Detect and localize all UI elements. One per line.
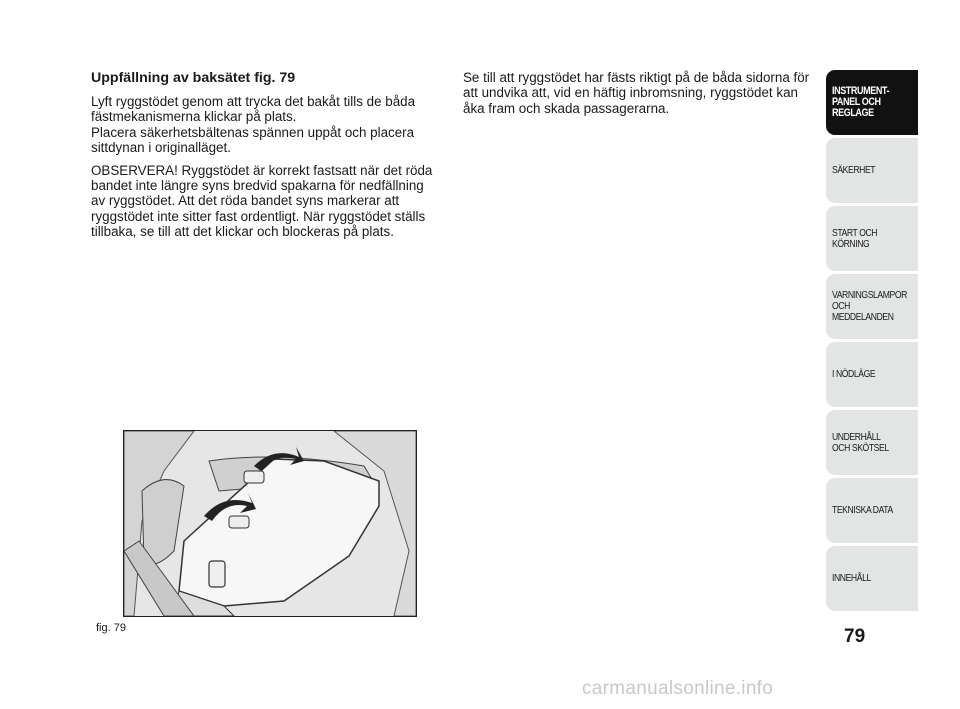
chapter-tabs bbox=[826, 70, 918, 614]
left-text-column bbox=[91, 70, 439, 247]
chapter-tab-label: I NÖDLÄGE bbox=[832, 368, 876, 380]
page-number: 79 bbox=[844, 626, 866, 647]
rear-seat-drawing bbox=[124, 431, 416, 616]
chapter-tab[interactable] bbox=[826, 546, 918, 611]
chapter-tab[interactable] bbox=[826, 410, 918, 475]
watermark-text: carmanualsonline.info bbox=[582, 678, 774, 699]
warning-paragraph: Se till att ryggstödet har fästs riktigt på de båda sidorna för att undvika att, vid en häftig inbromsning, ryggstödet kan åka fram och skada passagerarna. bbox=[463, 70, 810, 116]
chapter-tab-label: TEKNISKA DATA bbox=[832, 504, 893, 516]
note-paragraph: OBSERVERA! Ryggstödet är korrekt fastsatt när det röda bandet inte längre syns bredvid spakarna för nedfällning av ryggstödet. Att det röda bandet syns markerar att ryggstödet inte sitter fast ordentligt. När ryggstödet ställs tillbaka, se till att det klickar och blockeras på plats. bbox=[91, 162, 433, 240]
chapter-tab-label: INNEHÅLL bbox=[832, 572, 871, 584]
chapter-tab-label: VARNINGSLAMPOR OCH MEDDELANDEN bbox=[832, 289, 907, 323]
chapter-tab-label: UNDERHÅLL OCH SKÖTSEL bbox=[832, 430, 889, 454]
seat-illustration bbox=[123, 430, 417, 617]
chapter-tab[interactable] bbox=[826, 70, 918, 135]
right-text-column bbox=[463, 70, 813, 123]
chapter-tab[interactable] bbox=[826, 274, 918, 339]
chapter-tab[interactable] bbox=[826, 206, 918, 271]
section-heading: Uppfällning av baksätet fig. 79 bbox=[91, 70, 296, 86]
figure-caption: fig. 79 bbox=[96, 622, 126, 634]
chapter-tab[interactable] bbox=[826, 138, 918, 203]
chapter-tab-label: SÄKERHET bbox=[832, 164, 876, 176]
chapter-tab[interactable] bbox=[826, 478, 918, 543]
chapter-tab[interactable] bbox=[826, 342, 918, 407]
chapter-tab-label: START OCH KÖRNING bbox=[832, 226, 878, 250]
chapter-tab-label: INSTRUMENT- PANEL OCH REGLAGE bbox=[832, 85, 890, 119]
instruction-paragraph: Lyft ryggstödet genom att trycka det bakåt tills de båda fästmekanismerna klickar på plats. Placera säkerhetsbältenas spännen uppåt och placera sittdynan i originalläget. bbox=[91, 94, 416, 156]
